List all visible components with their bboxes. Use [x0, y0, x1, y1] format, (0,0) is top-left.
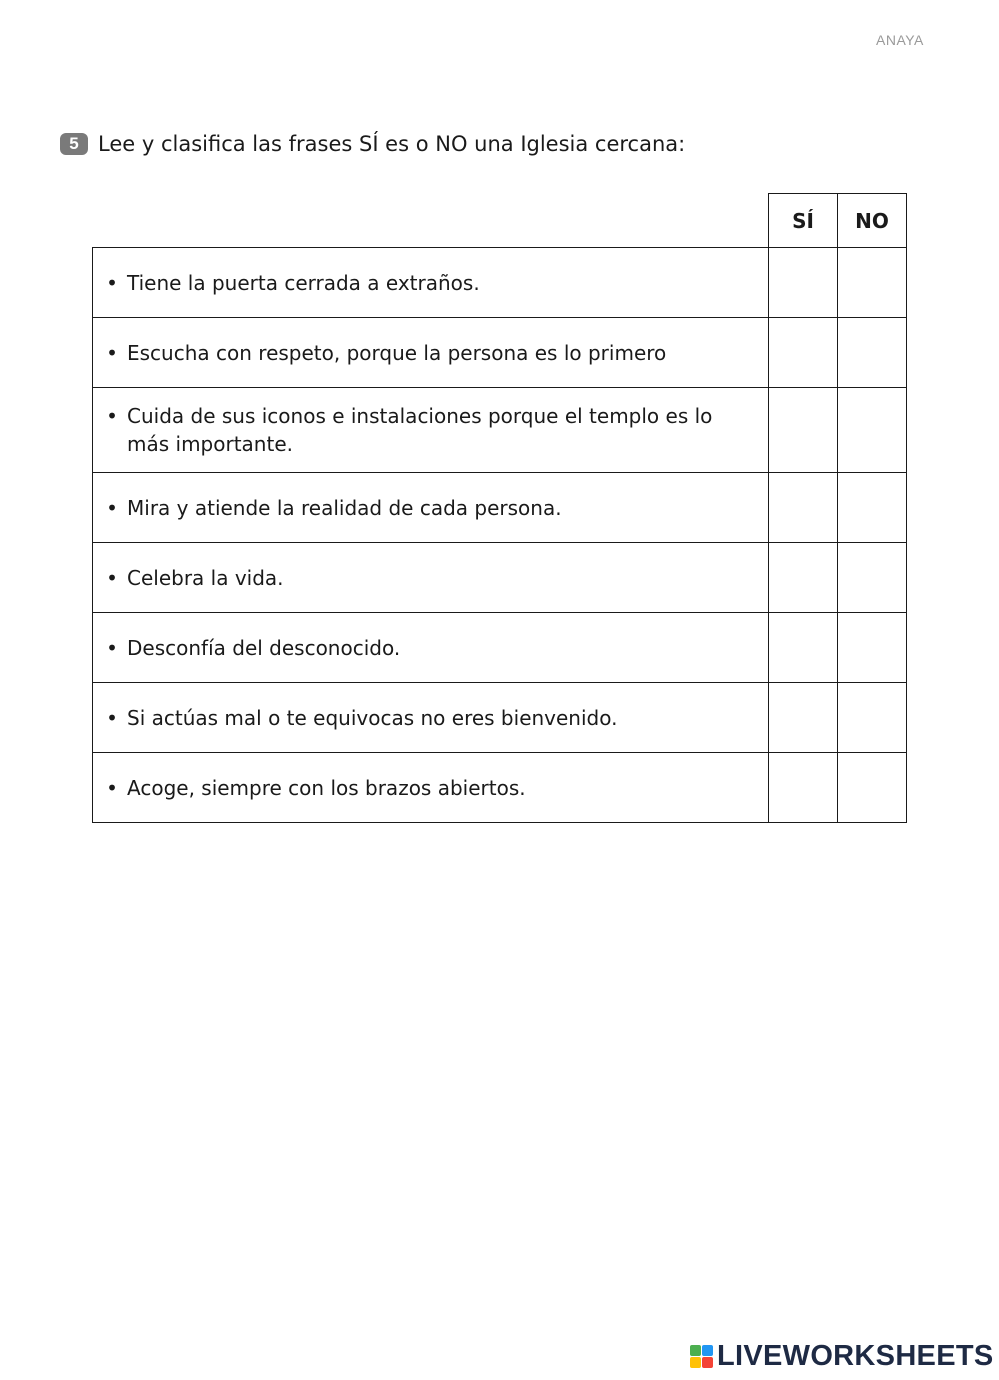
bullet-icon: •: [106, 705, 118, 730]
statement-text: Cuida de sus iconos e instalaciones porque el templo es lo más importante.: [127, 404, 713, 456]
logo-square: [702, 1345, 713, 1356]
bullet-icon: •: [106, 340, 118, 365]
table-row: [93, 248, 907, 318]
table-row: [93, 683, 907, 753]
answer-yes-cell[interactable]: [769, 683, 838, 753]
publisher-logo: ANAYA: [876, 32, 924, 48]
bullet-icon: •: [106, 635, 118, 660]
statement-cell: [93, 388, 769, 473]
header-no: NO: [838, 194, 907, 248]
answer-no-cell[interactable]: [838, 613, 907, 683]
statement-text: Tiene la puerta cerrada a extraños.: [127, 270, 480, 295]
answer-yes-cell[interactable]: [769, 473, 838, 543]
statement-text: Mira y atiende la realidad de cada persona.: [127, 495, 562, 520]
classification-table: [92, 193, 907, 823]
logo-square: [702, 1357, 713, 1368]
statement-cell: [93, 318, 769, 388]
table-row: [93, 473, 907, 543]
answer-no-cell[interactable]: [838, 753, 907, 823]
answer-yes-cell[interactable]: [769, 613, 838, 683]
answer-yes-cell[interactable]: [769, 248, 838, 318]
table-row: [93, 613, 907, 683]
answer-no-cell[interactable]: [838, 543, 907, 613]
statement-text: Acoge, siempre con los brazos abiertos.: [127, 775, 526, 800]
liveworksheets-logo-icon: [690, 1345, 713, 1368]
statement-cell: [93, 753, 769, 823]
statement-cell: [93, 683, 769, 753]
table-row: [93, 388, 907, 473]
answer-yes-cell[interactable]: [769, 543, 838, 613]
logo-square: [690, 1357, 701, 1368]
question-number-badge: 5: [60, 133, 88, 155]
statement-cell: [93, 473, 769, 543]
bullet-icon: •: [106, 495, 118, 520]
table-row: [93, 543, 907, 613]
answer-yes-cell[interactable]: [769, 753, 838, 823]
answer-yes-cell[interactable]: [769, 388, 838, 473]
bullet-icon: •: [106, 565, 118, 590]
answer-no-cell[interactable]: [838, 473, 907, 543]
question-heading: [60, 132, 685, 156]
bullet-icon: •: [106, 270, 118, 295]
answer-no-cell[interactable]: [838, 683, 907, 753]
header-spacer: [93, 194, 769, 248]
statement-cell: [93, 543, 769, 613]
statement-cell: [93, 613, 769, 683]
answer-yes-cell[interactable]: [769, 318, 838, 388]
statement-text: Si actúas mal o te equivocas no eres bienvenido.: [127, 705, 618, 730]
answer-no-cell[interactable]: [838, 388, 907, 473]
answer-no-cell[interactable]: [838, 318, 907, 388]
header-yes: SÍ: [769, 194, 838, 248]
statement-text: Desconfía del desconocido.: [127, 635, 401, 660]
bullet-icon: •: [106, 404, 118, 428]
answer-no-cell[interactable]: [838, 248, 907, 318]
statement-cell: [93, 248, 769, 318]
table-header-row: [93, 194, 907, 248]
logo-square: [690, 1345, 701, 1356]
table-row: [93, 753, 907, 823]
question-instruction: Lee y clasifica las frases SÍ es o NO una Iglesia cercana:: [98, 132, 686, 156]
table-row: [93, 318, 907, 388]
brand-name: LIVEWORKSHEETS: [717, 1340, 994, 1372]
liveworksheets-brand[interactable]: [690, 1340, 994, 1373]
statement-text: Escucha con respeto, porque la persona es lo primero: [127, 340, 667, 365]
statement-text: Celebra la vida.: [127, 565, 284, 590]
bullet-icon: •: [106, 775, 118, 800]
